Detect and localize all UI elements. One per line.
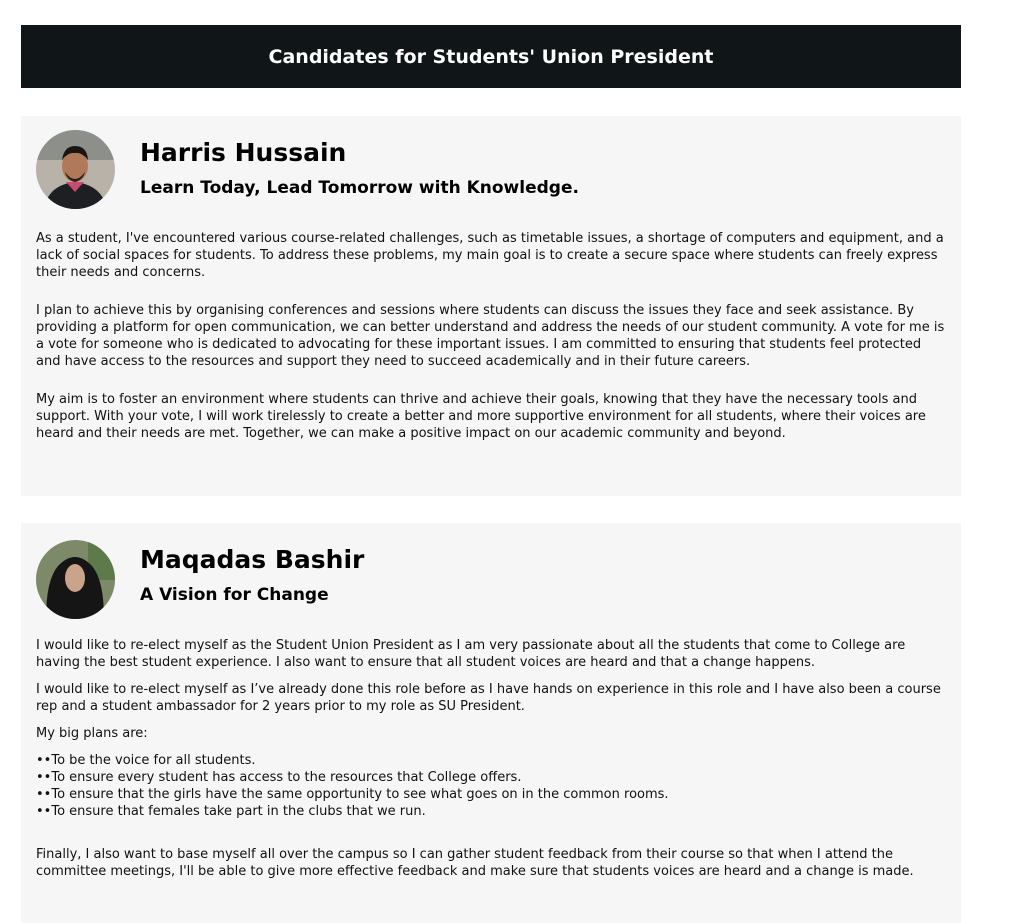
plans-intro: My big plans are: [36, 726, 148, 741]
candidate-card-harris-hussain [21, 116, 961, 496]
page-header [21, 25, 961, 88]
statement-paragraph: I would like to re-elect myself as I’ve already done this role before as I have hands on experience in this role and I have also been a course rep and a student ambassador for 2 years prior to my role as SU President. [36, 682, 941, 714]
candidate-photo-harris [36, 130, 115, 209]
candidate-name: Harris Hussain [140, 138, 347, 167]
candidate-slogan: Learn Today, Lead Tomorrow with Knowledge. [140, 178, 579, 198]
statement-paragraph: Finally, I also want to base myself all over the campus so I can gather student feedback from their course so that when I attend the committee meetings, I'll be able to give more effective feedback and make sure that students voices are heard and a change is made. [36, 847, 914, 879]
candidate-name: Maqadas Bashir [140, 545, 365, 574]
statement-paragraph: As a student, I've encountered various course-related challenges, such as timetable issues, a shortage of computers and equipment, and a lack of social spaces for students. To address these problems, my main goal is to create a secure space where students can freely express their needs and concerns. [36, 231, 944, 280]
list-item: •• To ensure that females take part in the clubs that we run. [36, 803, 946, 820]
candidate-statement [36, 623, 946, 880]
list-item: •• To ensure every student has access to the resources that College offers. [36, 769, 946, 786]
candidate-header [36, 116, 946, 216]
list-item: •• To ensure that the girls have the same opportunity to see what goes on in the common rooms. [36, 786, 946, 803]
candidate-card-maqadas-bashir [21, 523, 961, 923]
candidate-header [36, 523, 946, 623]
statement-paragraph: I plan to achieve this by organising conferences and sessions where students can discuss the issues they face and seek assistance. By providing a platform for open communication, we can better understand and address the needs of our student community. A vote for me is a vote for someone who is dedicated to advocating for these important issues. I am committed to ensuring that students feel protected and have access to the resources and support they need to succeed academically and in their future careers. [36, 303, 945, 369]
statement-paragraph: My aim is to foster an environment where students can thrive and achieve their goals, knowing that they have the necessary tools and support. With your vote, I will work tirelessly to create a better and more supportive environment for all students, where their voices are heard and their needs are met. Together, we can make a positive impact on our academic community and beyond. [36, 392, 926, 441]
plans-list [36, 752, 946, 820]
list-item: •• To be the voice for all students. [36, 752, 946, 769]
candidate-statement [36, 216, 946, 442]
candidate-photo-maqadas [36, 540, 115, 619]
statement-paragraph: I would like to re-elect myself as the Student Union President as I am very passionate about all the students that come to College are having the best student experience. I also want to ensure that all student voices are heard and that a change happens. [36, 638, 906, 670]
page-title: Candidates for Students' Union President [268, 45, 714, 68]
candidate-slogan: A Vision for Change [140, 585, 329, 605]
